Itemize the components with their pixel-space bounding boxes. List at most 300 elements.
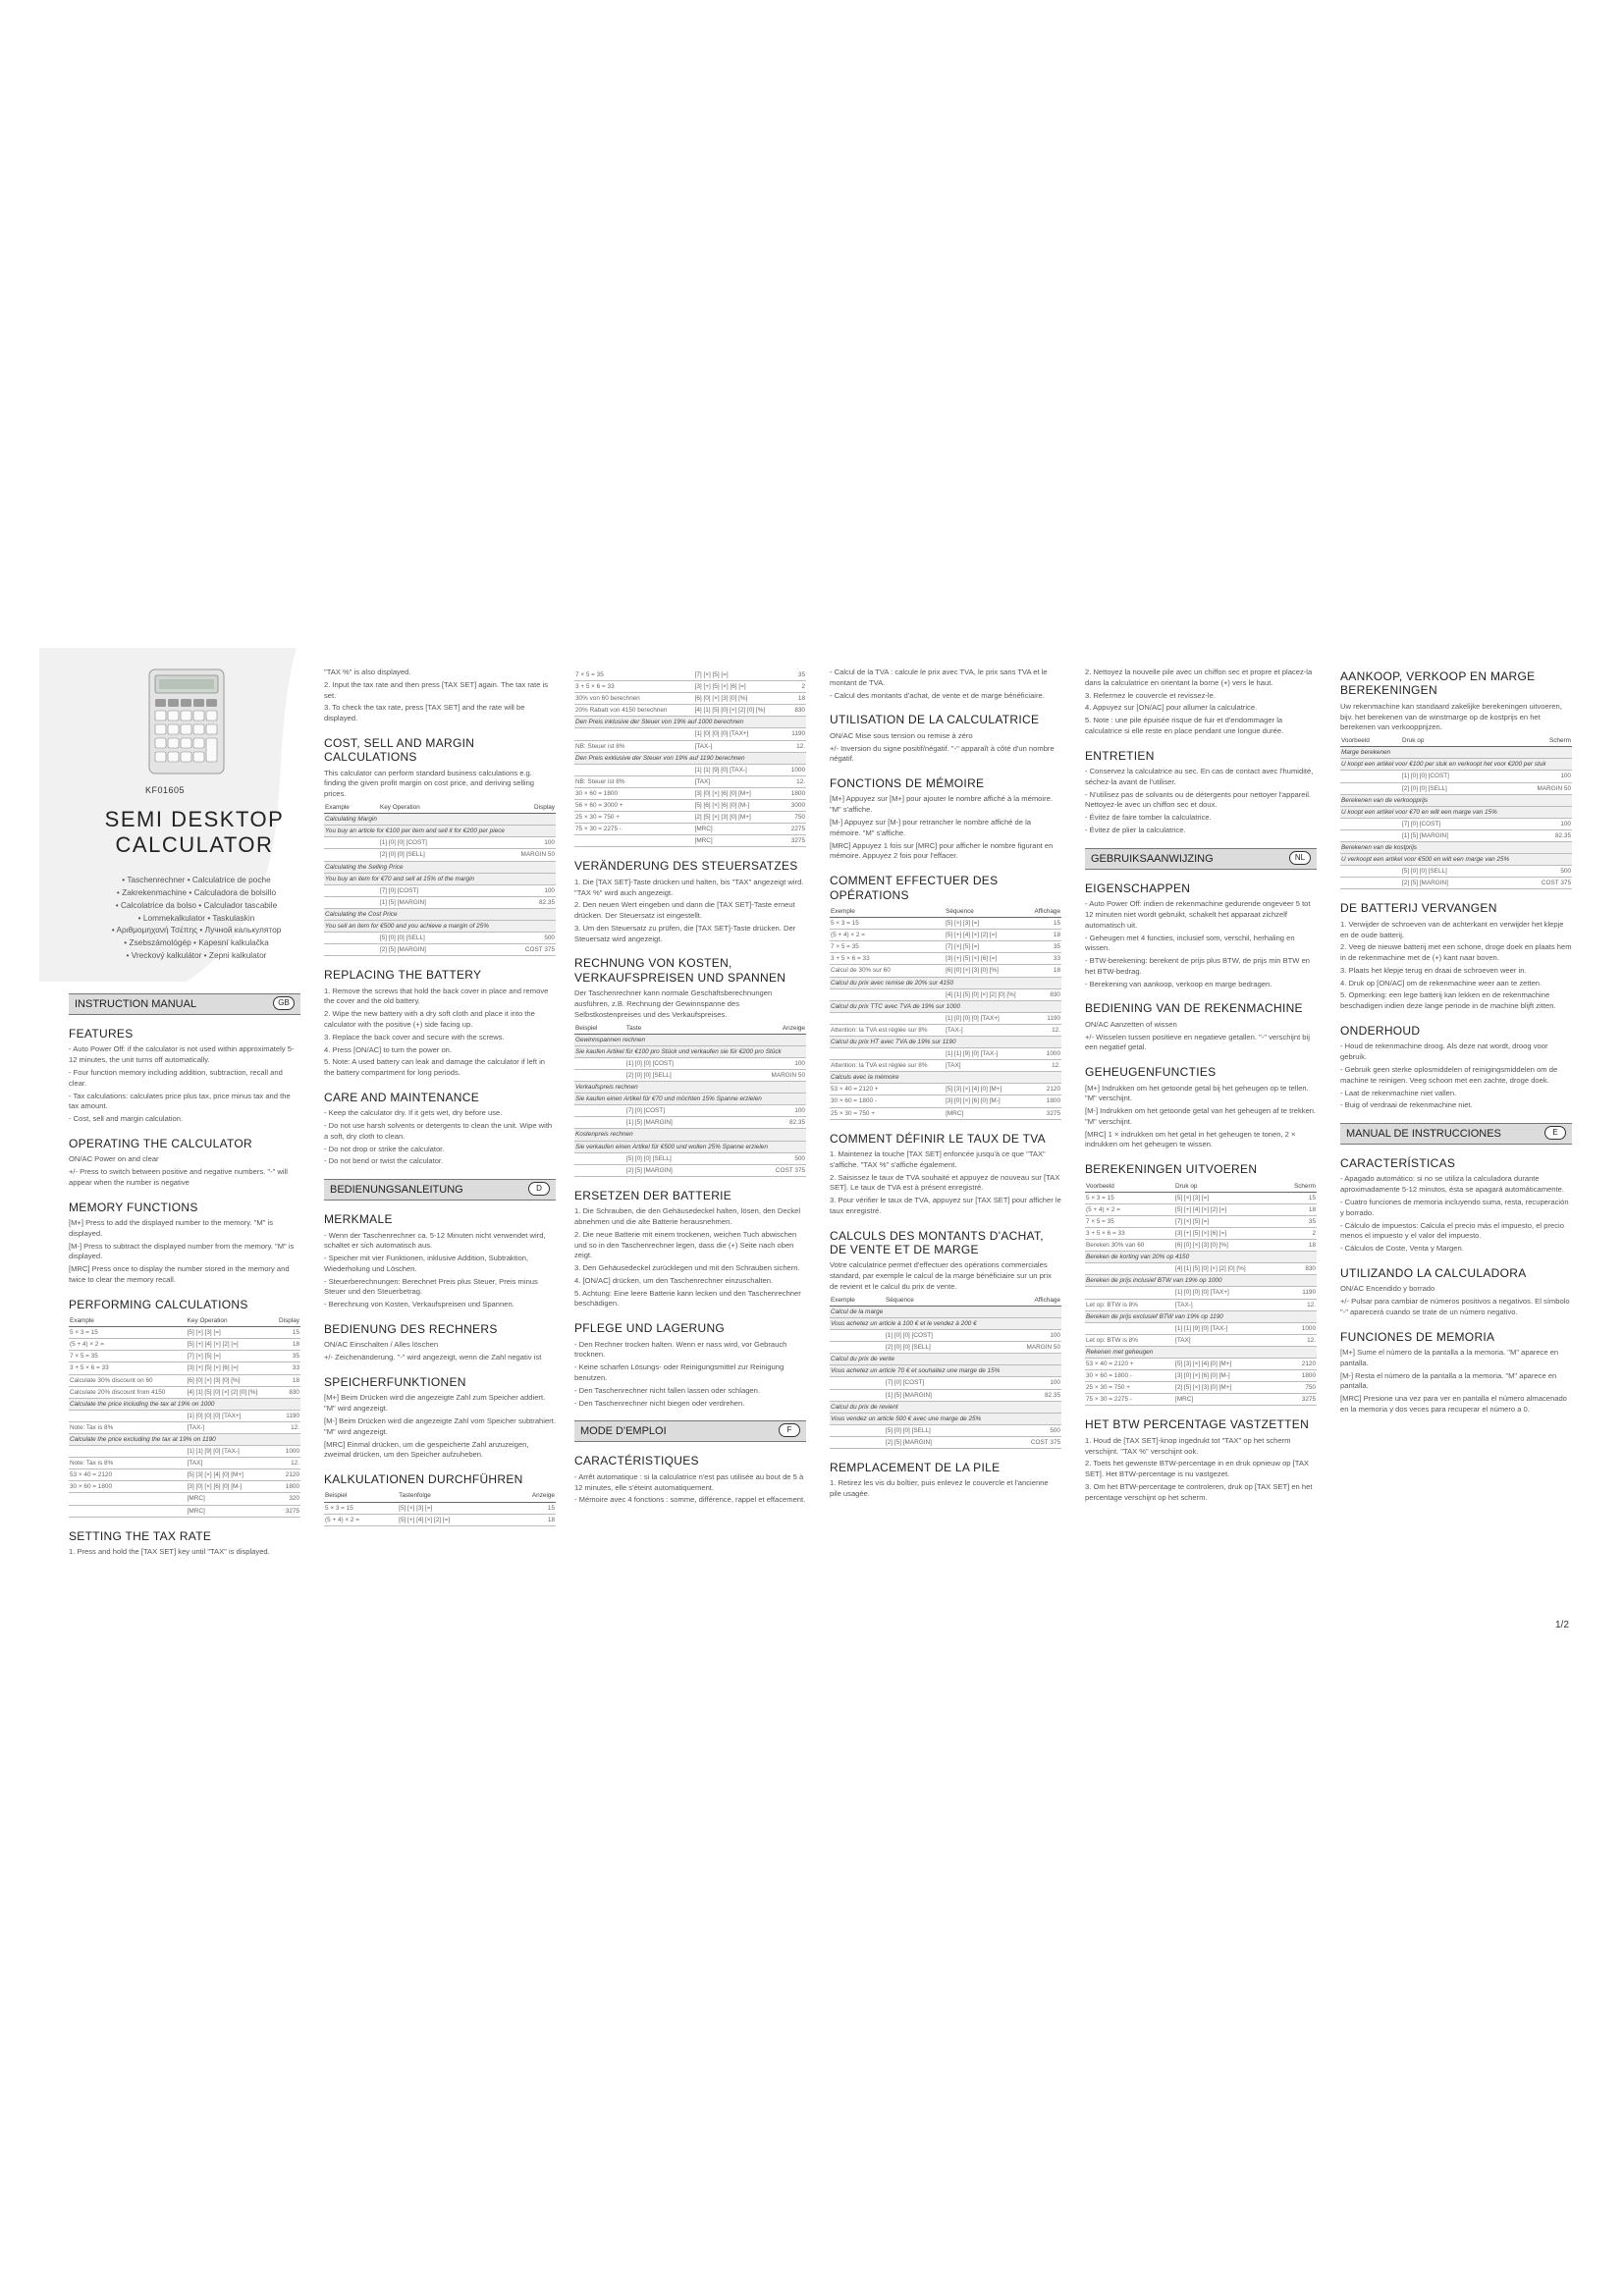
table-cell: 3275 — [785, 835, 806, 847]
table-cell: [2] [0] [0] [SELL] — [625, 1069, 730, 1081]
table-cell: 100 — [1500, 818, 1572, 829]
paragraph: 3. Pour vérifier le taux de TVA, appuyez sur [TAX SET] pour afficher le taux enregistré. — [830, 1196, 1061, 1215]
table-row — [574, 669, 806, 681]
table-row — [574, 1034, 806, 1045]
table-cell: Marge berekenen — [1340, 747, 1572, 759]
heading-tva: COMMENT DÉFINIR LE TAUX DE TVA — [830, 1131, 1046, 1146]
table-row — [324, 861, 556, 873]
table-cell: NB: Steuer ist 8% — [574, 740, 694, 752]
paragraph: [M-] Indrukken om het getoonde getal van het geheugen af te trekken. "M" verschijnt. — [1085, 1106, 1317, 1126]
table-cell: [1] [0] [0] [COST] — [1401, 771, 1500, 782]
language-list — [69, 874, 324, 962]
section-bar-title: MANUAL DE INSTRUCCIONES — [1346, 1128, 1501, 1141]
product-title-line2: CALCULATOR — [115, 832, 274, 858]
table-cell: 12. — [1281, 1334, 1317, 1346]
table-cell: Attention: la TVA est réglée sur 8% — [830, 1060, 945, 1072]
table-cell: [5] [0] [0] [SELL] — [625, 1152, 730, 1164]
table-header-cell: Affichage — [987, 1295, 1061, 1307]
pflege-list — [574, 1340, 806, 1410]
paragraph: - Calcul des montants d'achat, de vente et de marge bénéficiaire. — [830, 690, 1045, 700]
table-cell — [830, 1330, 885, 1342]
table-cell: [2] [0] [0] [SELL] — [379, 849, 481, 861]
table-cell: [6] [0] [×] [3] [0] [%] — [187, 1374, 274, 1386]
table-cell: Calculating the Cost Price — [324, 908, 556, 920]
memoria-list — [1340, 1348, 1572, 1415]
table-cell: 15 — [1029, 918, 1061, 930]
paragraph: [M+] Appuyez sur [M+] pour ajouter le nombre affiché à la mémoire. "M" s'affiche. — [830, 794, 1053, 815]
table-cell: Let op: BTW is 8% — [1085, 1334, 1174, 1346]
heading-achat: CALCULS DES MONTANTS D'ACHAT, DE VENTE ET DE MARGE — [830, 1228, 1044, 1257]
table-cell — [574, 728, 694, 740]
heading-geheugen: GEHEUGENFUNCTIES — [1085, 1065, 1217, 1080]
table-cell: [1] [5] [MARGIN] — [885, 1389, 987, 1401]
table-row — [830, 1413, 1061, 1424]
calc-table — [69, 1315, 300, 1518]
table-cell: [2] [0] [0] [SELL] — [1401, 782, 1500, 794]
paragraph: 1. Retirez les vis du boîtier, puis enlevez le couvercle et l'ancienne pile usagée. — [830, 1478, 1049, 1499]
table-header-cell: Séquence — [945, 906, 1029, 918]
table-cell: Calcul du prix HT avec TVA de 19% sur 1190 — [830, 1036, 1061, 1047]
table-cell: [MRC] — [694, 835, 786, 847]
table-row — [574, 1069, 806, 1081]
table-cell: [7] [×] [5] [=] — [945, 941, 1029, 953]
ops-table — [830, 906, 1061, 1120]
paragraph: - Cuatro funciones de memoria incluyendo suma, resta, recuperación y borrado. — [1340, 1198, 1569, 1217]
table-cell — [830, 1342, 885, 1354]
table-cell: [1] [1] [9] [0] [TAX-] — [187, 1446, 274, 1458]
pile-continued — [1085, 667, 1317, 737]
table-header-cell: Séquence — [885, 1295, 987, 1307]
table-row — [574, 1094, 806, 1105]
table-cell: [3] [0] [×] [6] [0] [M-] — [945, 1095, 1029, 1107]
table-header-cell: Beispiel — [574, 1023, 625, 1035]
table-row — [69, 1493, 300, 1505]
kalk-table — [324, 1490, 556, 1525]
settax-continued — [324, 667, 556, 724]
section-bar-d — [324, 1179, 556, 1201]
table-row — [1340, 866, 1572, 878]
table-cell: 35 — [1029, 941, 1061, 953]
paragraph: - Do not drop or strike the calculator. — [324, 1144, 445, 1153]
table-cell: [1] [1] [9] [0] [TAX-] — [1174, 1322, 1281, 1334]
table-cell: You buy an article for €100 per item and sell it for €200 per piece — [324, 826, 556, 837]
table-cell: 100 — [481, 837, 556, 849]
table-cell: U verkoopt een artikel voor €500 en wilt een marge van 25% — [1340, 854, 1572, 866]
paragraph: [M-] Press to subtract the displayed number from the memory. "M" is displayed. — [69, 1241, 295, 1261]
table-cell: 12. — [1029, 1060, 1061, 1072]
table-cell: Bereken 30% van 60 — [1085, 1240, 1174, 1252]
table-cell: Verkaufspreis rechnen — [574, 1082, 806, 1094]
table-cell: 53 × 40 = 2120 + — [1085, 1359, 1174, 1370]
table-cell: [3] [0] [×] [6] [0] [M-] — [1174, 1370, 1281, 1382]
table-cell: [5] [3] [×] [4] [0] [M+] — [945, 1084, 1029, 1095]
speicher-list — [324, 1393, 556, 1461]
paragraph: - Den Taschenrechner nicht fallen lassen oder schlagen. — [574, 1385, 760, 1395]
table-cell: 3275 — [273, 1505, 300, 1517]
table-cell: 25 × 30 = 750 + — [830, 1107, 945, 1119]
table-cell: [5] [×] [3] [=] — [398, 1502, 506, 1514]
table-row — [574, 835, 806, 847]
table-cell: [MRC] — [1174, 1394, 1281, 1406]
heading-kosten: RECHNUNG VON KOSTEN, VERKAUFSPREISEN UND SPANNEN — [574, 956, 786, 985]
kosten-table — [574, 1023, 806, 1177]
table-cell: Calculate 20% discount from 4150 — [69, 1386, 187, 1398]
table-cell: 500 — [730, 1152, 806, 1164]
table-row — [1085, 1299, 1317, 1310]
paragraph: [M+] Beim Drücken wird die angezeigte Zahl zum Speicher addiert. "M" wird angezeigt. — [324, 1393, 546, 1414]
table-cell: 5 × 3 = 15 — [324, 1502, 398, 1514]
caracteristicas-list — [1340, 1174, 1572, 1254]
paragraph: [M+] Press to add the displayed number to the memory. "M" is displayed. — [69, 1217, 274, 1238]
table-cell: [5] [0] [0] [SELL] — [885, 1424, 987, 1436]
paragraph: Votre calculatrice permet d'effectuer des opérations commerciales standard, par exemple le calcul de la marge bénéficiaire sur un prix de revient et le calcul du prix de vente. — [830, 1260, 1052, 1292]
table-cell: MARGIN 50 — [730, 1069, 806, 1081]
table-row — [1085, 1310, 1317, 1322]
paragraph: - Mémoire avec 4 fonctions : somme, différence, rappel et effacement. — [574, 1495, 806, 1505]
table-cell: 1800 — [1029, 1095, 1061, 1107]
paragraph: - Do not bend or twist the calculator. — [324, 1156, 444, 1166]
heading-utilisation: UTILISATION DE LA CALCULATRICE — [830, 713, 1040, 727]
language-badge: NL — [1289, 851, 1311, 865]
table-row — [830, 1012, 1061, 1024]
paragraph: - N'utilisez pas de solvants ou de détergents pour nettoyer l'appareil. Nettoyez-le avec un chiffon sec et doux. — [1085, 789, 1312, 810]
table-cell: 3275 — [1281, 1394, 1317, 1406]
table-row — [830, 1060, 1061, 1072]
column-1 — [69, 982, 300, 1560]
table-row — [1085, 1215, 1317, 1227]
table-cell: MARGIN 50 — [481, 849, 556, 861]
paragraph: 2. Input the tax rate and then press [TAX SET] again. The tax rate is set. — [324, 679, 549, 700]
paragraph: - Berekening van aankoop, verkoop en marge bedragen. — [1085, 979, 1272, 988]
table-row — [69, 1386, 300, 1398]
column-5 — [1085, 667, 1317, 1505]
table-row — [574, 740, 806, 752]
table-cell: [1] [5] [MARGIN] — [1401, 829, 1500, 841]
paragraph: - Den Taschenrechner nicht biegen oder verdrehen. — [574, 1398, 745, 1408]
table-row — [69, 1351, 300, 1362]
btw-list — [1085, 1436, 1317, 1504]
table-cell: [1] [0] [0] [COST] — [885, 1330, 987, 1342]
table-row — [574, 1045, 806, 1057]
table-cell: [4] [1] [5] [0] [×] [2] [0] [%] — [1174, 1263, 1281, 1275]
table-header-cell: Druk op — [1401, 735, 1500, 747]
table-cell: 2120 — [1281, 1359, 1317, 1370]
care-list — [324, 1108, 556, 1167]
table-header-cell: Tastenfolge — [398, 1490, 506, 1502]
table-cell: Calcul de 30% sur 60 — [830, 965, 945, 977]
merkmale-list — [324, 1231, 556, 1310]
table-cell — [1340, 771, 1401, 782]
paragraph: 4. Appuyez sur [ON/AC] pour allumer la calculatrice. — [1085, 703, 1258, 713]
table-cell: [1] [1] [9] [0] [TAX-] — [694, 764, 786, 775]
table-cell: 82.35 — [987, 1389, 1061, 1401]
table-cell: [MRC] — [945, 1107, 1029, 1119]
table-cell: [5] [×] [3] [=] — [945, 918, 1029, 930]
table-row — [324, 873, 556, 884]
table-row — [324, 933, 556, 944]
table-cell: [2] [5] [MARGIN] — [379, 944, 481, 956]
table-row — [69, 1398, 300, 1410]
paragraph: Der Taschenrechner kann normale Geschäftsberechnungen ausführen, z.B. Rechnung der Gewinnspanne des Selbstkostenpreises und des Verkaufspreises. — [574, 988, 773, 1019]
paragraph: 3. Replace the back cover and secure with the screws. — [324, 1032, 505, 1041]
table-cell: Let op: BTW is 8% — [1085, 1299, 1174, 1310]
paragraph: - Four function memory including addition, subtraction, recall and clear. — [69, 1067, 283, 1088]
table-cell: [6] [0] [×] [3] [0] [%] — [694, 693, 786, 705]
paragraph: - Laat de rekenmachine niet vallen. — [1340, 1088, 1457, 1097]
heading-cost: COST, SELL AND MARGIN CALCULATIONS — [324, 735, 475, 765]
paragraph: - Tax calculations: calculates price plus tax, price minus tax and the tax amount. — [69, 1091, 291, 1111]
table-cell: 33 — [273, 1362, 300, 1374]
table-cell: [2] [0] [0] [SELL] — [885, 1342, 987, 1354]
table-cell: 33 — [1029, 953, 1061, 965]
paragraph: - Berechnung von Kosten, Verkaufspreisen und Spannen. — [324, 1300, 514, 1309]
table-cell: 750 — [1281, 1382, 1317, 1394]
table-cell: 7 × 5 = 35 — [1085, 1215, 1174, 1227]
column-2 — [324, 667, 556, 1532]
table-cell: MARGIN 50 — [987, 1342, 1061, 1354]
section-bar-e — [1340, 1123, 1572, 1145]
paragraph: 4. Press [ON/AC] to turn the power on. — [324, 1044, 452, 1054]
heading-entretien: ENTRETIEN — [1085, 748, 1155, 763]
calculator-image — [147, 667, 226, 775]
paragraph: - Auto Power Off: if the calculator is not used within approximately 5-12 minutes, the unit turns off automatically. — [69, 1044, 295, 1065]
table-row — [830, 953, 1061, 965]
paragraph: [M-] Beim Drücken wird die angezeigte Zahl vom Speicher subtrahiert. "M" wird angezeigt. — [324, 1415, 556, 1436]
table-cell: 1800 — [785, 787, 806, 799]
paragraph: 1. Verwijder de schroeven van de achterkant en verwijder het klepje en de oude batterij. — [1340, 919, 1564, 939]
table-cell: [7] [×] [5] [=] — [187, 1351, 274, 1362]
table-header-cell: Voorbeeld — [1340, 735, 1401, 747]
paragraph: - Do not use harsh solvents or detergents to clean the unit. Wipe with a soft, dry cloth to clean. — [324, 1121, 553, 1141]
table-cell: 100 — [730, 1105, 806, 1117]
column-4 — [830, 667, 1061, 1502]
table-cell: 75 × 30 = 2275 - — [574, 824, 694, 835]
paragraph: 5. Achtung: Eine leere Batterie kann lecken und den Taschenrechner beschädigen. — [574, 1288, 801, 1308]
table-cell: 5 × 3 = 15 — [830, 918, 945, 930]
table-cell: [MRC] — [187, 1505, 274, 1517]
table-cell: Attention: la TVA est réglée sur 8% — [830, 1024, 945, 1036]
table-cell: 100 — [987, 1330, 1061, 1342]
table-row — [830, 988, 1061, 1000]
table-cell: [2] [5] [×] [3] [0] [M+] — [694, 812, 786, 824]
batterij-list — [1340, 920, 1572, 1012]
table-row — [1340, 771, 1572, 782]
table-cell — [574, 1152, 625, 1164]
product-title-line1: SEMI DESKTOP — [104, 807, 285, 831]
table-cell: 500 — [987, 1424, 1061, 1436]
table-row — [69, 1469, 300, 1481]
table-row — [1340, 782, 1572, 794]
batterie-list — [574, 1206, 806, 1309]
table-cell: Calcul de la marge — [830, 1306, 1061, 1317]
paragraph: 1. Houd de [TAX SET]-knop ingedrukt tot "TAX" op het scherm verschijnt. "TAX %" verschijnt ook. — [1085, 1435, 1291, 1456]
table-cell: [TAX] — [694, 775, 786, 787]
table-cell: 18 — [785, 693, 806, 705]
features-list — [69, 1044, 300, 1124]
bedienung-list — [324, 1340, 556, 1363]
paragraph: 4. Druk op [ON/AC] om de rekenmachine weer aan te zetten. — [1340, 978, 1543, 988]
table-cell: 830 — [1281, 1263, 1317, 1275]
section-bar-title: BEDIENUNGSANLEITUNG — [330, 1184, 463, 1197]
paragraph: ON/AC Power on and clear — [69, 1154, 159, 1164]
heading-memoria: FUNCIONES DE MEMORIA — [1340, 1329, 1495, 1344]
table-header-cell: Key Operation — [187, 1315, 274, 1327]
table-cell: [1] [1] [9] [0] [TAX-] — [945, 1048, 1029, 1060]
table-cell: 20% Rabatt von 4150 berechnen — [574, 705, 694, 717]
language-line: • Zsebszámológép • Kapesní kalkulačka — [124, 937, 269, 948]
table-row — [574, 775, 806, 787]
table-cell: [6] [0] [×] [3] [0] [%] — [1174, 1240, 1281, 1252]
table-cell — [1085, 1263, 1174, 1275]
section-bar-title: MODE D'EMPLOI — [580, 1425, 667, 1438]
table-row — [1085, 1334, 1317, 1346]
table-row — [324, 837, 556, 849]
table-cell: [3] [0] [×] [6] [0] [M+] — [694, 787, 786, 799]
table-header-row — [324, 1490, 556, 1502]
table-header-cell: Example — [324, 802, 379, 814]
table-cell: COST 375 — [481, 944, 556, 956]
table-cell: 18 — [1029, 930, 1061, 941]
table-cell: 100 — [481, 884, 556, 896]
heading-btw: HET BTW PERCENTAGE VASTZETTEN — [1085, 1417, 1310, 1432]
bediening-list — [1085, 1020, 1317, 1053]
table-cell: [5] [×] [3] [=] — [187, 1327, 274, 1339]
utiliz-list — [1340, 1284, 1572, 1317]
table-cell: 500 — [481, 933, 556, 944]
table-cell: Den Preis exklusive der Steuer von 19% auf 1190 berechnen — [574, 752, 806, 764]
paragraph: 3. Um den Steuersatz zu prüfen, die [TAX SET]-Taste drücken. Der Steuersatz wird angezeigt. — [574, 923, 796, 943]
table-cell: 100 — [987, 1377, 1061, 1389]
table-row — [830, 1024, 1061, 1036]
table-cell — [574, 1069, 625, 1081]
aankoop-text — [1340, 702, 1572, 733]
table-cell — [1085, 1287, 1174, 1299]
table-cell: 1800 — [1281, 1370, 1317, 1382]
paragraph: [MRC] Presione una vez para ver en pantalla el número almacenado en la memoria y dos veces para recuperar el número a 0. — [1340, 1394, 1567, 1414]
table-row — [574, 693, 806, 705]
paragraph: 2. Wipe the new battery with a dry soft cloth and place it into the calculator with the positive (+) side facing up. — [324, 1009, 535, 1029]
table-row — [1085, 1252, 1317, 1263]
heading-kalkulationen: KALKULATIONEN DURCHFÜHREN — [324, 1472, 523, 1487]
uitv-table — [1085, 1181, 1317, 1407]
section-bar-nl — [1085, 848, 1317, 870]
table-row — [830, 1424, 1061, 1436]
table-row — [830, 977, 1061, 988]
table-row — [1340, 841, 1572, 853]
table-cell: Note: Tax is 8% — [69, 1458, 187, 1469]
table-row — [1340, 806, 1572, 818]
table-cell: (5 + 4) × 2 = — [69, 1339, 187, 1351]
paragraph: - Évitez de plier la calculatrice. — [1085, 825, 1186, 834]
language-line: • Calcolatrice da bolso • Calculador tascabile — [115, 899, 278, 910]
table-header-cell: Exemple — [830, 1295, 885, 1307]
table-cell: [2] [5] [MARGIN] — [625, 1164, 730, 1176]
paragraph: 2. Veeg de nieuwe batterij met een schone, droge doek en plaats hem in de rekenmachine met de (+) kant naar boven. — [1340, 942, 1572, 963]
column-6 — [1340, 658, 1572, 1417]
table-cell: 18 — [1281, 1240, 1317, 1252]
paragraph: 5. Note: A used battery can leak and damage the calculator if left in the battery compartment for long periods. — [324, 1057, 545, 1078]
table-header-cell: Beispiel — [324, 1490, 398, 1502]
table-cell: 15 — [273, 1327, 300, 1339]
table-row — [830, 918, 1061, 930]
table-header-row — [574, 1023, 806, 1035]
table-row — [1085, 1275, 1317, 1287]
table-cell — [324, 884, 379, 896]
table-cell: 830 — [785, 705, 806, 717]
table-cell: Vous vendez un article 500 € avec une marge de 25% — [830, 1413, 1061, 1424]
table-cell: [3] [+] [5] [×] [6] [=] — [187, 1362, 274, 1374]
table-cell — [1340, 818, 1401, 829]
table-row — [69, 1374, 300, 1386]
table-row — [830, 1036, 1061, 1047]
table-header-cell: Display — [273, 1315, 300, 1327]
table-cell — [324, 849, 379, 861]
achat-table — [830, 1295, 1061, 1449]
table-cell: 7 × 5 = 35 — [69, 1351, 187, 1362]
table-row — [69, 1458, 300, 1469]
table-row — [324, 884, 556, 896]
table-cell: 320 — [273, 1493, 300, 1505]
table-cell: [MRC] — [187, 1493, 274, 1505]
paragraph: - Évitez de faire tomber la calculatrice. — [1085, 813, 1212, 823]
table-cell — [324, 837, 379, 849]
table-header-cell: Display — [481, 802, 556, 814]
paragraph: - Geheugen met 4 functies, inclusief som, verschil, herhaling en wissen. — [1085, 933, 1295, 953]
heading-operations: COMMENT EFFECTUER DES OPÉRATIONS — [830, 874, 999, 902]
table-cell: 3 + 5 × 6 = 33 — [1085, 1227, 1174, 1239]
table-row — [830, 1107, 1061, 1119]
table-cell: Sie kaufen Artikel für €100 pro Stück und verkaufen sie für €200 pro Stück — [574, 1045, 806, 1057]
paragraph: +/- Wisselen tussen positieve en negatieve getallen. "-" verschijnt bij een negatief getal. — [1085, 1032, 1310, 1052]
achat-text — [830, 1260, 1061, 1292]
table-row — [1085, 1287, 1317, 1299]
table-cell: Rekenen met geheugen — [1085, 1346, 1317, 1358]
table-cell: 30 × 60 = 1800 — [69, 1481, 187, 1493]
table-cell: 2275 — [785, 824, 806, 835]
table-cell: 2120 — [1029, 1084, 1061, 1095]
table-cell: [7] [0] [COST] — [625, 1105, 730, 1117]
table-cell: [MRC] — [694, 824, 786, 835]
paragraph: 1. Remove the screws that hold the back cover in place and remove the cover and the old battery. — [324, 986, 549, 1006]
table-cell — [1085, 1322, 1174, 1334]
table-cell: [4] [1] [5] [0] [×] [2] [0] [%] — [945, 988, 1029, 1000]
table-cell: MARGIN 50 — [1500, 782, 1572, 794]
settax-list — [69, 1547, 300, 1558]
table-cell: 830 — [1029, 988, 1061, 1000]
aankoop-table — [1340, 735, 1572, 889]
table-cell — [1340, 866, 1401, 878]
table-cell: Calculate the price including the tax at 19% on 1000 — [69, 1398, 300, 1410]
table-cell — [830, 1377, 885, 1389]
table-row — [830, 1354, 1061, 1365]
table-cell — [324, 933, 379, 944]
language-badge: GB — [273, 996, 295, 1010]
table-cell: [3] [+] [5] [×] [6] [=] — [945, 953, 1029, 965]
table-cell: 2 — [785, 681, 806, 693]
paragraph: - Buig of verdraai de rekenmachine niet. — [1340, 1100, 1473, 1110]
table-cell: Calcul du prix de vente — [830, 1354, 1061, 1365]
section-bar-title: GEBRUIKSAANWIJZING — [1091, 852, 1214, 865]
table-row — [574, 812, 806, 824]
table-row — [1085, 1227, 1317, 1239]
table-cell — [69, 1493, 187, 1505]
table-row — [830, 1365, 1061, 1377]
table-cell: Note: Tax is 8% — [69, 1421, 187, 1433]
table-row — [830, 1000, 1061, 1012]
table-header-row — [69, 1315, 300, 1327]
table-cell: [TAX-] — [1174, 1299, 1281, 1310]
table-cell: [2] [5] [×] [3] [0] [M+] — [1174, 1382, 1281, 1394]
